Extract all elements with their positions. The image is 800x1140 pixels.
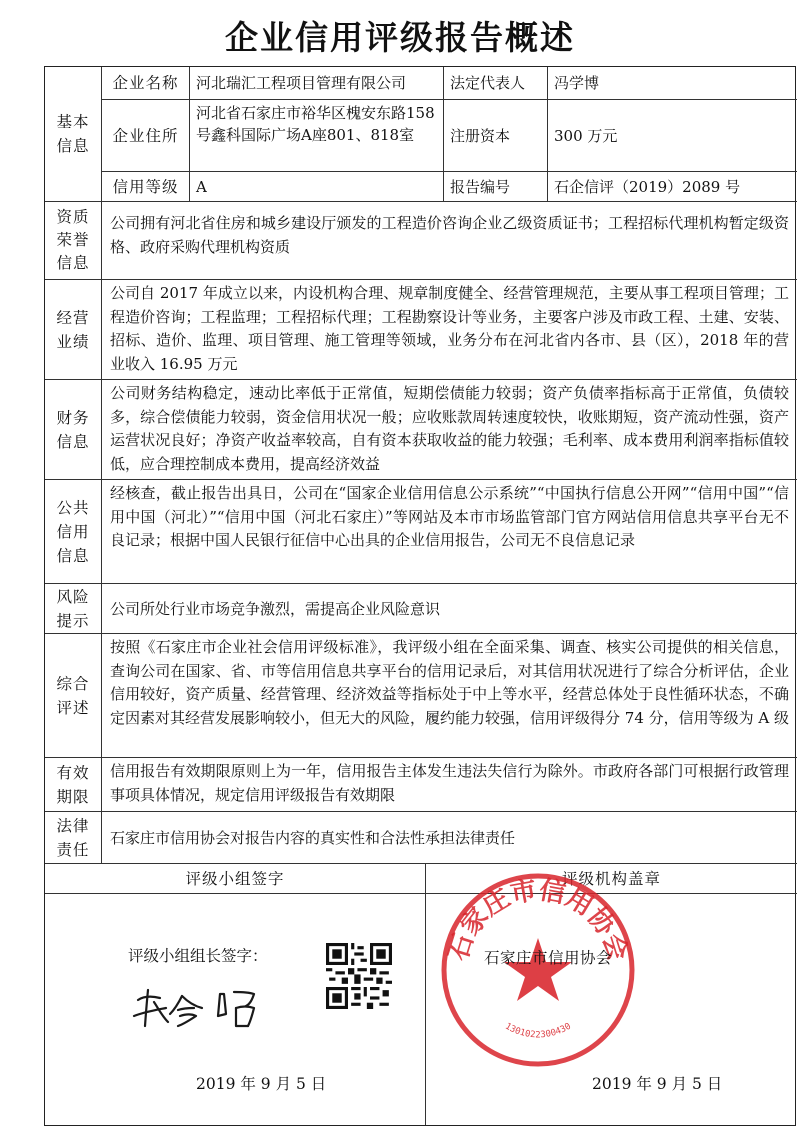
credit-grade-value: A — [189, 171, 443, 201]
leader-signature-label: 评级小组组长签字： — [128, 947, 268, 965]
registered-capital-label: 注册资本 — [443, 99, 547, 171]
qualification-label: 资质荣誉信息 — [45, 201, 101, 279]
company-name-value: 河北瑞汇工程项目管理有限公司 — [189, 67, 443, 99]
company-name-label: 企业名称 — [101, 67, 189, 99]
public-credit-label: 公共信用信息 — [45, 479, 101, 583]
company-address-value: 河北省石家庄市裕华区槐安东路158号鑫科国际广场A座801、818室 — [189, 99, 443, 171]
seal-text: 石家庄市信用协会 — [443, 875, 633, 965]
liability-text: 石家庄市信用协会对报告内容的真实性和合法性承担法律责任 — [101, 811, 797, 863]
document-title: 企业信用评级报告概述 — [225, 18, 575, 57]
public-credit-text: 经核查，截止报告出具日，公司在“国家企业信用信息公示系统”“中国执行信息公开网”“信用中国”“信用中国（河北）”“信用中国（河北石家庄）”等网站及本市市场监管部门官方网站信用信息共享平台无不良记录；根据中国人民银行征信中心出具的企业信用报告，公司无不良信息记录 — [101, 479, 797, 583]
organization-seal — [438, 870, 638, 1070]
operation-text: 公司自 2017 年成立以来，内设机构合理、规章制度健全、经营管理规范，主要从事工程项目管理；工程造价咨询；工程监理；工程招标代理；工程勘察设计等业务，主要客户涉及市政工程、土建、安装、招标、造价、监理、项目管理、施工管理等领域，业务分布在河北省内各市、县（区），2018 年的营业收入 16.95 万元 — [101, 279, 797, 379]
report-table — [44, 66, 796, 1126]
report-number-value: 石企信评（2019）2089 号 — [547, 171, 797, 201]
legal-rep-value: 冯学博 — [547, 67, 797, 99]
risk-text: 公司所处行业市场竞争激烈，需提高企业风险意识 — [101, 583, 797, 633]
qr-code-icon — [326, 943, 392, 1009]
company-address-label: 企业住所 — [101, 99, 189, 171]
signature-left-header: 评级小组签字 — [45, 863, 425, 893]
right-signature-date: 2019 年 9 月 5 日 — [592, 1075, 723, 1093]
finance-text: 公司财务结构稳定，速动比率低于正常值，短期偿债能力较弱；资产负债率指标高于正常值，负债较多，综合偿债能力较弱，资金信用状况一般；应收账款周转速度较快，收账期短，资产流动性强，资产运营状况良好；净资产收益率较高，自有资本获取收益的能力较强；毛利率、成本费用利润率指标值较低，应合理控制成本费用，提高经济效益 — [101, 379, 797, 479]
seal-caption: 石家庄市信用协会 — [484, 949, 613, 967]
finance-label: 财务信息 — [45, 379, 101, 479]
qualification-text: 公司拥有河北省住房和城乡建设厅颁发的工程造价咨询企业乙级资质证书；工程招标代理机构暂定级资格、政府采购代理机构资质 — [101, 201, 797, 279]
basic-info-label: 基本信息 — [56, 113, 90, 155]
legal-rep-label: 法定代表人 — [443, 67, 547, 99]
risk-label: 风险提示 — [45, 583, 101, 633]
liability-label: 法律责任 — [45, 811, 101, 863]
summary-label: 综合评述 — [45, 633, 101, 757]
operation-label: 经营业绩 — [45, 279, 101, 379]
validity-text: 信用报告有效期限原则上为一年，信用报告主体发生违法失信行为除外。市政府各部门可根据行政管理事项具体情况，规定信用评级报告有效期限 — [101, 757, 797, 811]
svg-text:1301022300430 — [503, 1022, 573, 1041]
handwritten-signature — [130, 986, 270, 1030]
registered-capital-value: 300 万元 — [547, 99, 797, 171]
seal-number: 1301022300430 — [503, 1021, 573, 1041]
credit-grade-label: 信用等级 — [101, 171, 189, 201]
report-number-label: 报告编号 — [443, 171, 547, 201]
signature-right-header: 评级机构盖章 — [425, 863, 797, 893]
validity-label: 有效期限 — [45, 757, 101, 811]
summary-text: 按照《石家庄市企业社会信用评级标准》，我评级小组在全面采集、调查、核实公司提供的相关信息，查询公司在国家、省、市等信用信息共享平台的信用记录后，对其信用状况进行了综合分析评估，企业信用较好，资产质量、经营管理、经济效益等指标处于中上等水平，经营总体处于良性循环状态，不确定因素对其经营发展影响较小，但无大的风险，履约能力较强，信用评级得分 74 分，信用等级为 A 级 — [101, 633, 797, 757]
left-signature-date: 2019 年 9 月 5 日 — [196, 1075, 327, 1093]
